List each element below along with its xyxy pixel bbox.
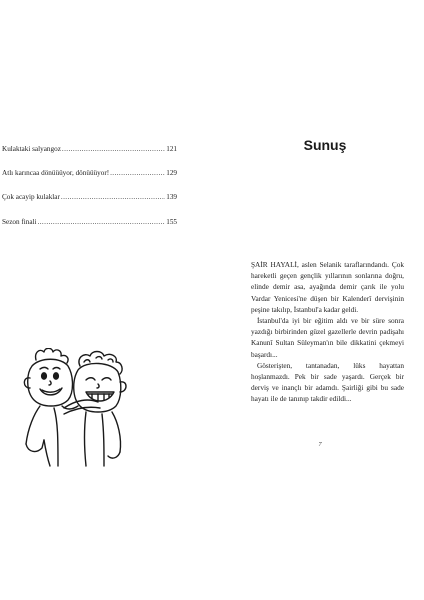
paragraph: ŞAİR HAYALİ, aslen Selanik taraflarındandı. Çok hareketli geçen gençlik yıllarının sonlarına doğru, elinde demir asa, ayağında demir çarık ile yolu Vardar Yenicesi'ne düşen bir Kalenderî dervişinin peşine takılıp, İstanbul'a kadar geldi. (251, 260, 404, 314)
chapter-body (251, 259, 404, 405)
toc-leader-dots (61, 193, 165, 202)
paragraph: Gösterişten, tantanadan, lüks hayattan hoşlanmazdı. Pek bir sade yaşardı. Gerçek bir derviş ve inançlı bir adamdı. Şairliği gibi bu sade hayatı ile de tanınıp takdir edildi... (251, 360, 404, 404)
two-boys-hugging-drawing-icon (14, 348, 132, 468)
toc-entry (2, 145, 177, 154)
toc-entry-title: Kulaktaki salyangoz (2, 145, 61, 153)
chapter-title: Sunuş (303, 137, 347, 153)
toc-entry-page: 121 (166, 145, 177, 153)
toc-entry-page: 139 (166, 193, 177, 202)
toc-entry (2, 218, 177, 227)
toc-entry-page: 155 (166, 217, 177, 226)
toc-leader-dots (110, 169, 165, 178)
toc-entry-page: 129 (166, 169, 177, 178)
toc-entry-title: Çok acayip kulaklar (2, 193, 60, 202)
table-of-contents (2, 145, 177, 242)
paragraph: İstanbul'da iyi bir eğitim aldı ve bir süre sonra yazdığı birbirinden güzel gazellerle devrin padişahı Kanunî Sultan Süleyman'ın bile dikkatini çekmeyi başardı... (251, 316, 404, 359)
toc-entry (2, 193, 177, 202)
toc-entry-title: Sezon finali (2, 217, 37, 226)
toc-entry (2, 169, 177, 178)
page-number: 7 (318, 441, 322, 448)
toc-leader-dots (38, 218, 166, 227)
toc-leader-dots (62, 145, 165, 154)
toc-entry-title: Atlı karıncaa dönüüüyor, dönüüüyor! (2, 169, 110, 178)
